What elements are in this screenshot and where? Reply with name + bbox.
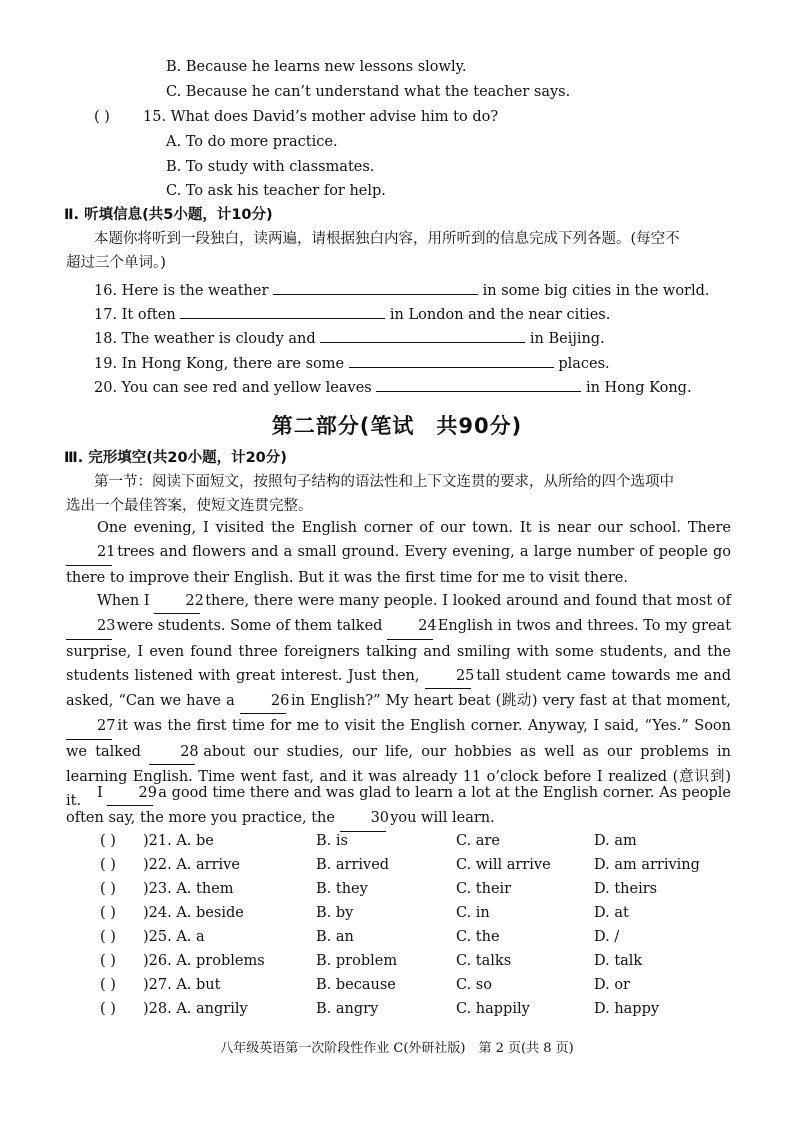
q17-text-after: in London and the near cities. xyxy=(389,307,611,323)
answer-paren[interactable]: ( ) xyxy=(100,977,116,993)
q19-blank[interactable] xyxy=(349,352,554,368)
option-b: B. because xyxy=(316,977,396,993)
passage-text: in English?” My heart beat (跳动) very fast at that moment, xyxy=(290,693,732,710)
answer-paren[interactable]: ( ) xyxy=(100,953,116,969)
answer-paren[interactable]: ( ) xyxy=(100,929,116,945)
option-c: C. happily xyxy=(456,1001,530,1017)
q17-text-before: 17. It often xyxy=(94,307,176,323)
option-a: )21. A. be xyxy=(143,833,214,849)
option-c: C. talks xyxy=(456,953,512,969)
passage-text: about our studies, our life, our hobbies as well as our problems in learning English. Time went fast, and it was already 11 o’clock before I realized (意识到) it. xyxy=(66,743,732,810)
option-b: B. is xyxy=(316,833,348,849)
q18 xyxy=(94,327,605,348)
q16-text-after: in some big cities in the world. xyxy=(482,283,710,299)
option-d: D. am xyxy=(594,833,637,849)
passage-paragraph-2 xyxy=(66,589,731,814)
option-b: B. they xyxy=(316,881,368,897)
passage-text: English in twos and threes. To my great surprise, I even found three foreigners talking and smiling with some students, and the students listened with great interest. Just then, xyxy=(66,618,732,684)
option-c: C. in xyxy=(456,905,490,921)
cloze-blank-21[interactable]: 21 xyxy=(66,540,112,565)
cloze-blank-29[interactable]: 29 xyxy=(107,781,153,806)
passage-text: a good time there and was glad to learn a lot at the English corner. As people often say, the more you practice, the xyxy=(66,785,732,827)
q17-blank[interactable] xyxy=(180,303,385,319)
passage-text: were students. Some of them talked xyxy=(116,618,383,635)
passage-text: you will learn. xyxy=(390,810,495,827)
passage-paragraph-3 xyxy=(66,781,731,832)
q20-text-before: 20. You can see red and yellow leaves xyxy=(94,380,372,396)
option-a: )27. A. but xyxy=(143,977,221,993)
passage-text: I xyxy=(97,785,103,801)
passage-text: tall student came towards me and asked, “Can we have a xyxy=(66,667,731,710)
option-c: C. so xyxy=(456,977,492,993)
section-2-instruction-line2: 超过三个单词。) xyxy=(66,255,166,271)
cloze-blank-26[interactable]: 26 xyxy=(240,689,286,714)
option-c: C. will arrive xyxy=(456,857,551,873)
option-c: C. the xyxy=(456,929,500,945)
option-a: )24. A. beside xyxy=(143,905,244,921)
option-d: D. / xyxy=(594,929,620,945)
passage-text: One evening, I visited the English corner of our town. It is near our school. There xyxy=(97,520,731,536)
q15-stem: 15. What does David’s mother advise him to do? xyxy=(143,109,499,125)
q15-answer-paren: ( ) xyxy=(94,109,110,125)
option-d: D. am arriving xyxy=(594,857,700,873)
passage-text: When I xyxy=(97,593,150,609)
section-3-heading: Ⅲ. 完形填空(共20小题，计20分) xyxy=(64,450,287,466)
q14-option-c: C. Because he can’t understand what the teacher says. xyxy=(166,84,571,100)
cloze-blank-27[interactable]: 27 xyxy=(66,714,112,739)
section-2-instruction-line1: 本题你将听到一段独白，读两遍，请根据独白内容，用所听到的信息完成下列各题。(每空不 xyxy=(94,231,680,247)
q15-option-c: C. To ask his teacher for help. xyxy=(166,183,386,199)
option-b: B. arrived xyxy=(316,857,390,873)
q18-blank[interactable] xyxy=(320,327,525,343)
option-c: C. their xyxy=(456,881,512,897)
answer-paren[interactable]: ( ) xyxy=(100,905,116,921)
option-b: B. by xyxy=(316,905,354,921)
option-d: D. theirs xyxy=(594,881,658,897)
q20-blank[interactable] xyxy=(376,376,581,392)
q20-text-after: in Hong Kong. xyxy=(585,380,692,396)
option-b: B. an xyxy=(316,929,354,945)
cloze-blank-22[interactable]: 22 xyxy=(154,589,200,614)
q15-option-b: B. To study with classmates. xyxy=(166,159,375,175)
option-a: )25. A. a xyxy=(143,929,205,945)
cloze-blank-30[interactable]: 30 xyxy=(340,806,386,831)
option-a: )28. A. angrily xyxy=(143,1001,248,1017)
option-b: B. angry xyxy=(316,1001,379,1017)
option-a: )23. A. them xyxy=(143,881,234,897)
q16-text-before: 16. Here is the weather xyxy=(94,283,269,299)
answer-paren[interactable]: ( ) xyxy=(100,833,116,849)
cloze-blank-25[interactable]: 25 xyxy=(425,664,471,689)
passage-text: there, there were many people. I looked around and found that most of xyxy=(205,593,732,609)
answer-paren[interactable]: ( ) xyxy=(100,857,116,873)
section-3-instruction-line1: 第一节：阅读下面短文，按照句子结构的语法性和上下文连贯的要求，从所给的四个选项中 xyxy=(94,474,674,490)
q17 xyxy=(94,303,610,324)
answer-paren[interactable]: ( ) xyxy=(100,881,116,897)
option-d: D. talk xyxy=(594,953,643,969)
passage-text: it was the first time for me to visit the English corner. Anyway, I said, “Yes.” Soon we talked xyxy=(66,718,732,760)
passage-paragraph-1 xyxy=(66,516,731,590)
q18-text-after: in Beijing. xyxy=(529,331,605,347)
answer-paren[interactable]: ( ) xyxy=(100,1001,116,1017)
option-d: D. at xyxy=(594,905,629,921)
part-2-title: 第二部分(笔试 共90分) xyxy=(271,414,523,438)
q16-blank[interactable] xyxy=(273,279,478,295)
q16 xyxy=(94,279,710,300)
q19-text-before: 19. In Hong Kong, there are some xyxy=(94,356,345,372)
cloze-blank-24[interactable]: 24 xyxy=(387,614,433,639)
q14-option-b: B. Because he learns new lessons slowly. xyxy=(166,59,467,75)
section-3-instruction-line2: 选出一个最佳答案，使短文连贯完整。 xyxy=(66,498,313,514)
q19-text-after: places. xyxy=(558,356,610,372)
option-d: D. or xyxy=(594,977,630,993)
option-d: D. happy xyxy=(594,1001,660,1017)
q15-option-a: A. To do more practice. xyxy=(166,134,338,150)
q20 xyxy=(94,376,692,397)
page-footer: 八年级英语第一次阶段性作业 C(外研社版) 第 2 页(共 8 页) xyxy=(220,1041,574,1056)
cloze-blank-28[interactable]: 28 xyxy=(149,740,195,765)
option-c: C. are xyxy=(456,833,500,849)
cloze-blank-23[interactable]: 23 xyxy=(66,614,112,639)
option-a: )22. A. arrive xyxy=(143,857,240,873)
option-a: )26. A. problems xyxy=(143,953,265,969)
q18-text-before: 18. The weather is cloudy and xyxy=(94,331,316,347)
option-b: B. problem xyxy=(316,953,398,969)
section-2-heading: Ⅱ. 听填信息(共5小题，计10分) xyxy=(64,207,273,223)
q19 xyxy=(94,352,610,373)
passage-text: trees and flowers and a small ground. Every evening, a large number of people go there to improve their English. But it was the first time for me to visit there. xyxy=(66,544,732,586)
